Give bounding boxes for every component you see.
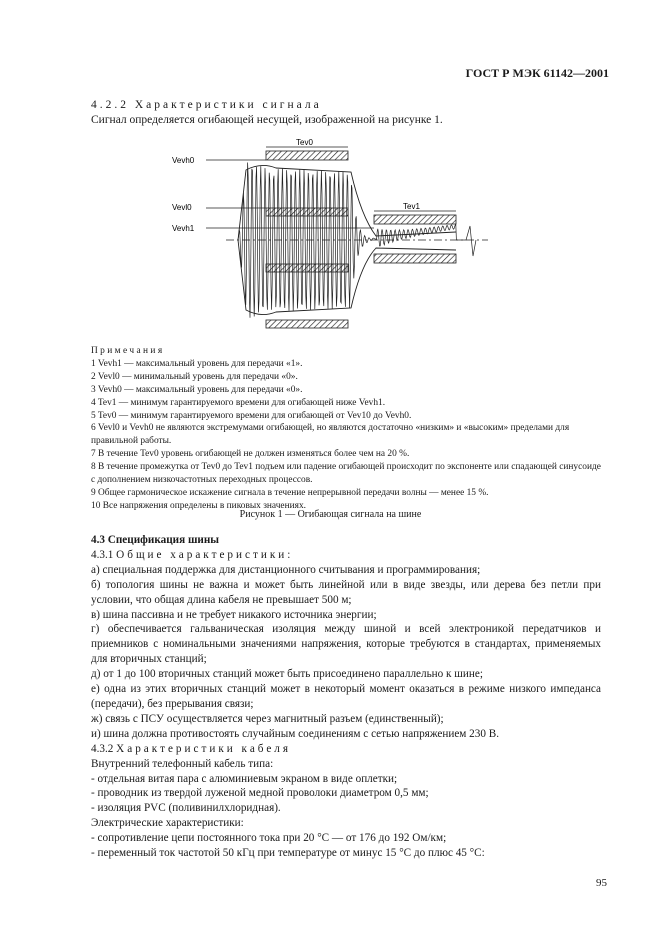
vevl0-label: Vevl0 — [172, 203, 192, 212]
subsection-title-general — [91, 548, 601, 563]
cable-item: - проводник из твердой луженой медной проволоки диаметром 0,5 мм; — [91, 787, 429, 800]
note-item: 9 Общее гармоническое искажение сигнала в течение непрерывной передачи волны — менее 15 %. — [91, 487, 489, 498]
signal-envelope-figure — [166, 136, 506, 341]
vevh0-label: Vevh0 — [172, 156, 195, 165]
spec-item: е) одна из этих вторичных станций может в некоторый момент оказаться в режиме низкого импеданса (передачи), без прерывания связи; — [91, 683, 601, 710]
spec-item: б) топология шины не важна и может быть линейной или в виде звезды, или дерева без петли при условии, что общая длина кабеля не превышает 500 м; — [91, 578, 601, 606]
spec-item: ж) связь с ПСУ осуществляется через магнитный разъем (единственный); — [91, 712, 444, 725]
section-title — [91, 99, 322, 111]
vevh1-label: Vevh1 — [172, 224, 195, 233]
spec-item: а) специальная поддержка для дистанционного считывания и программирования; — [91, 563, 481, 576]
page-number: 95 — [596, 877, 607, 889]
note-item: 1 Vevh1 — максимальный уровень для передачи «1». — [91, 358, 303, 369]
elec-intro: Электрические характеристики: — [91, 817, 244, 830]
subsection-title-cable — [91, 742, 601, 757]
note-item: 10 Все напряжения определены в пиковых значениях. — [91, 500, 306, 511]
spec-item: в) шина пассивна и не требует никакого источника энергии; — [91, 608, 377, 621]
note-item: 7 В течение Tev0 уровень огибающей не должен изменяться более чем на 20 %. — [91, 449, 410, 460]
elec-item: - сопротивление цепи постоянного тока при 20 °С — от 176 до 192 Ом/км; — [91, 832, 447, 845]
hatch-bar-tev1-upper — [374, 215, 456, 224]
section-number: 4.2.2 — [91, 99, 129, 111]
elec-item: - переменный ток частотой 50 кГц при температуре от минус 15 °С до плюс 45 °С: — [91, 847, 485, 860]
spec-item: г) обеспечивается гальваническая изоляция между шиной и всей электроникой передатчиков и приемников с номинальными значениями напряжения, которые требуются в стандартах, применяемых для вторичных станций; — [91, 623, 601, 666]
spec-heading: 4.3 Спецификация шины — [91, 534, 220, 546]
subsection-title-text: Общие характеристики: — [116, 548, 294, 561]
note-item: 4 Tev1 — минимум гарантируемого времени для огибающей ниже Vevh1. — [91, 397, 386, 408]
standard-header: ГОСТ Р МЭК 61142—2001 — [465, 66, 609, 80]
hatch-bar-tev1-lower — [374, 254, 456, 263]
spec-body — [91, 533, 601, 861]
spec-item: и) шина должна противостоять случайным соединениям с сетью напряжением 230 В. — [91, 727, 500, 740]
subsection-number: 4.3.1 — [91, 548, 114, 561]
spec-item: д) от 1 до 100 вторичных станций может быть присоединено параллельно к шине; — [91, 668, 483, 681]
cable-intro: Внутренний телефонный кабель типа: — [91, 757, 274, 770]
figure-notes — [91, 345, 601, 513]
note-item: 2 Vevl0 — минимальный уровень для передачи «0». — [91, 371, 298, 382]
cable-item: - отдельная витая пара с алюминиевым экраном в виде оплетки; — [91, 772, 398, 785]
hatch-bar-vevl0-upper — [266, 208, 348, 216]
cable-item: - изоляция PVC (поливинилхлоридная). — [91, 802, 281, 815]
section-title-text: Характеристики сигнала — [134, 99, 322, 111]
section-intro: Сигнал определяется огибающей несущей, изображенной на рисунке 1. — [91, 114, 443, 126]
note-item: 5 Tev0 — минимум гарантируемого времени для огибающей от Vev10 до Vevh0. — [91, 410, 412, 421]
subsection-title-text: Характеристики кабеля — [116, 742, 292, 755]
hatch-bar-bottom — [266, 320, 348, 328]
hatch-bar-top — [266, 151, 348, 160]
subsection-number: 4.3.2 — [91, 742, 114, 755]
tev0-label: Tev0 — [296, 138, 313, 147]
figure-caption: Рисунок 1 — Огибающая сигнала на шине — [239, 509, 422, 520]
notes-title: Примечания — [91, 346, 165, 356]
note-item: 8 В течение промежутка от Tev0 до Tev1 подъем или падение огибающей происходит по экспоненте или спадающей синусоиде с дополнением низкочастотных переходных процессов. — [91, 462, 601, 486]
note-item: 3 Vevh0 — максимальный уровень для передачи «0». — [91, 384, 303, 395]
tev1-label: Tev1 — [403, 202, 420, 211]
note-item: 6 Vevl0 и Vevh0 не являются экстремумами огибающей, но являются достаточно «низким» и «высоким» пределами для правильной работы. — [91, 423, 570, 447]
